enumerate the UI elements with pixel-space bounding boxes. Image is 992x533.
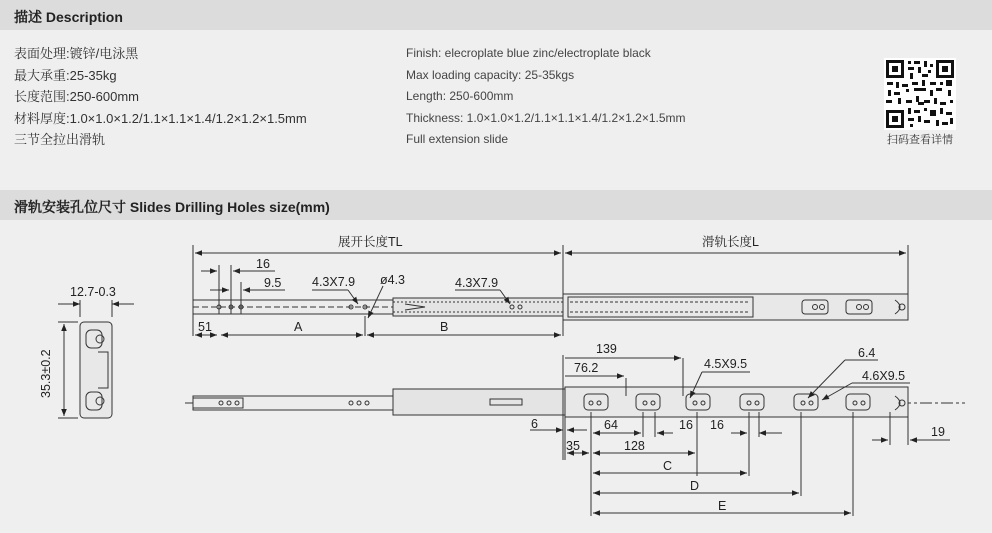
- dim-16: 16: [256, 257, 270, 271]
- dim-16-c: 16: [710, 418, 724, 432]
- description-title: 描述 Description: [14, 9, 123, 25]
- dim-128: 128: [624, 439, 645, 453]
- dim-16-b: 16: [679, 418, 693, 432]
- lower-slide: [185, 355, 965, 516]
- dim-6: 6: [531, 417, 538, 431]
- dim-D: D: [690, 479, 700, 493]
- phi-4-3: ø4.3: [380, 273, 406, 287]
- tl-label: 展开长度TL: [338, 235, 403, 249]
- description-en: [406, 43, 686, 151]
- en-line-type: Full extension slide: [406, 132, 509, 147]
- cn-line-type: 三节全拉出滑轨: [14, 132, 106, 148]
- en-line-thickness: Thickness: 1.0×1.0×1.2/1.1×1.1×1.4/1.2×1.2×1.5mm: [406, 110, 686, 125]
- drilling-title: 滑轨安装孔位尺寸 Slides Drilling Holes size(mm): [14, 199, 330, 215]
- hole-4-6x9-5: 4.6X9.5: [862, 369, 906, 383]
- en-line-load: Max loading capacity: 25-35kgs: [406, 67, 575, 82]
- cn-line-length: 长度范围:250-600mm: [14, 89, 139, 105]
- dim-9-5: 9.5: [264, 276, 282, 290]
- drilling-diagram: [0, 220, 992, 533]
- dim-19: 19: [931, 425, 945, 439]
- cn-line-thickness: 材料厚度:1.0×1.0×1.2/1.1×1.1×1.4/1.2×1.2×1.5mm: [14, 110, 307, 126]
- dim-76-2: 76.2: [574, 361, 599, 375]
- drilling-header-bar: [0, 190, 992, 220]
- width-label: 12.7-0.3: [70, 285, 116, 299]
- dim-35: 35: [566, 439, 580, 453]
- cross-section: [58, 300, 134, 418]
- dim-51: 51: [198, 320, 212, 334]
- dim-64: 64: [604, 418, 618, 432]
- cn-line-load: 最大承重:25-35kg: [14, 67, 117, 83]
- description-cn: [14, 43, 307, 151]
- dim-B: B: [440, 320, 449, 334]
- dim-E: E: [718, 499, 727, 513]
- hole-4-5x9-5: 4.5X9.5: [704, 357, 748, 371]
- dim-A: A: [294, 320, 303, 334]
- dim-C: C: [663, 459, 673, 473]
- l-label: 滑轨长度L: [702, 235, 759, 249]
- qr-code[interactable]: [884, 58, 956, 130]
- hole-4-3x7-9-a: 4.3X7.9: [312, 275, 356, 289]
- dim-139: 139: [596, 342, 617, 356]
- hole-4-3x7-9-b: 4.3X7.9: [455, 276, 499, 290]
- en-line-length: Length: 250-600mm: [406, 89, 514, 104]
- dim-6-4: 6.4: [858, 346, 876, 360]
- cn-line-finish: 表面处理:镀锌/电泳黑: [14, 46, 139, 61]
- en-line-finish: Finish: elecroplate blue zinc/electroplate black: [406, 46, 651, 60]
- description-header-bar: [0, 0, 992, 30]
- height-label: 35.3±0.2: [39, 349, 53, 398]
- qr-caption: 扫码查看详情: [887, 134, 953, 146]
